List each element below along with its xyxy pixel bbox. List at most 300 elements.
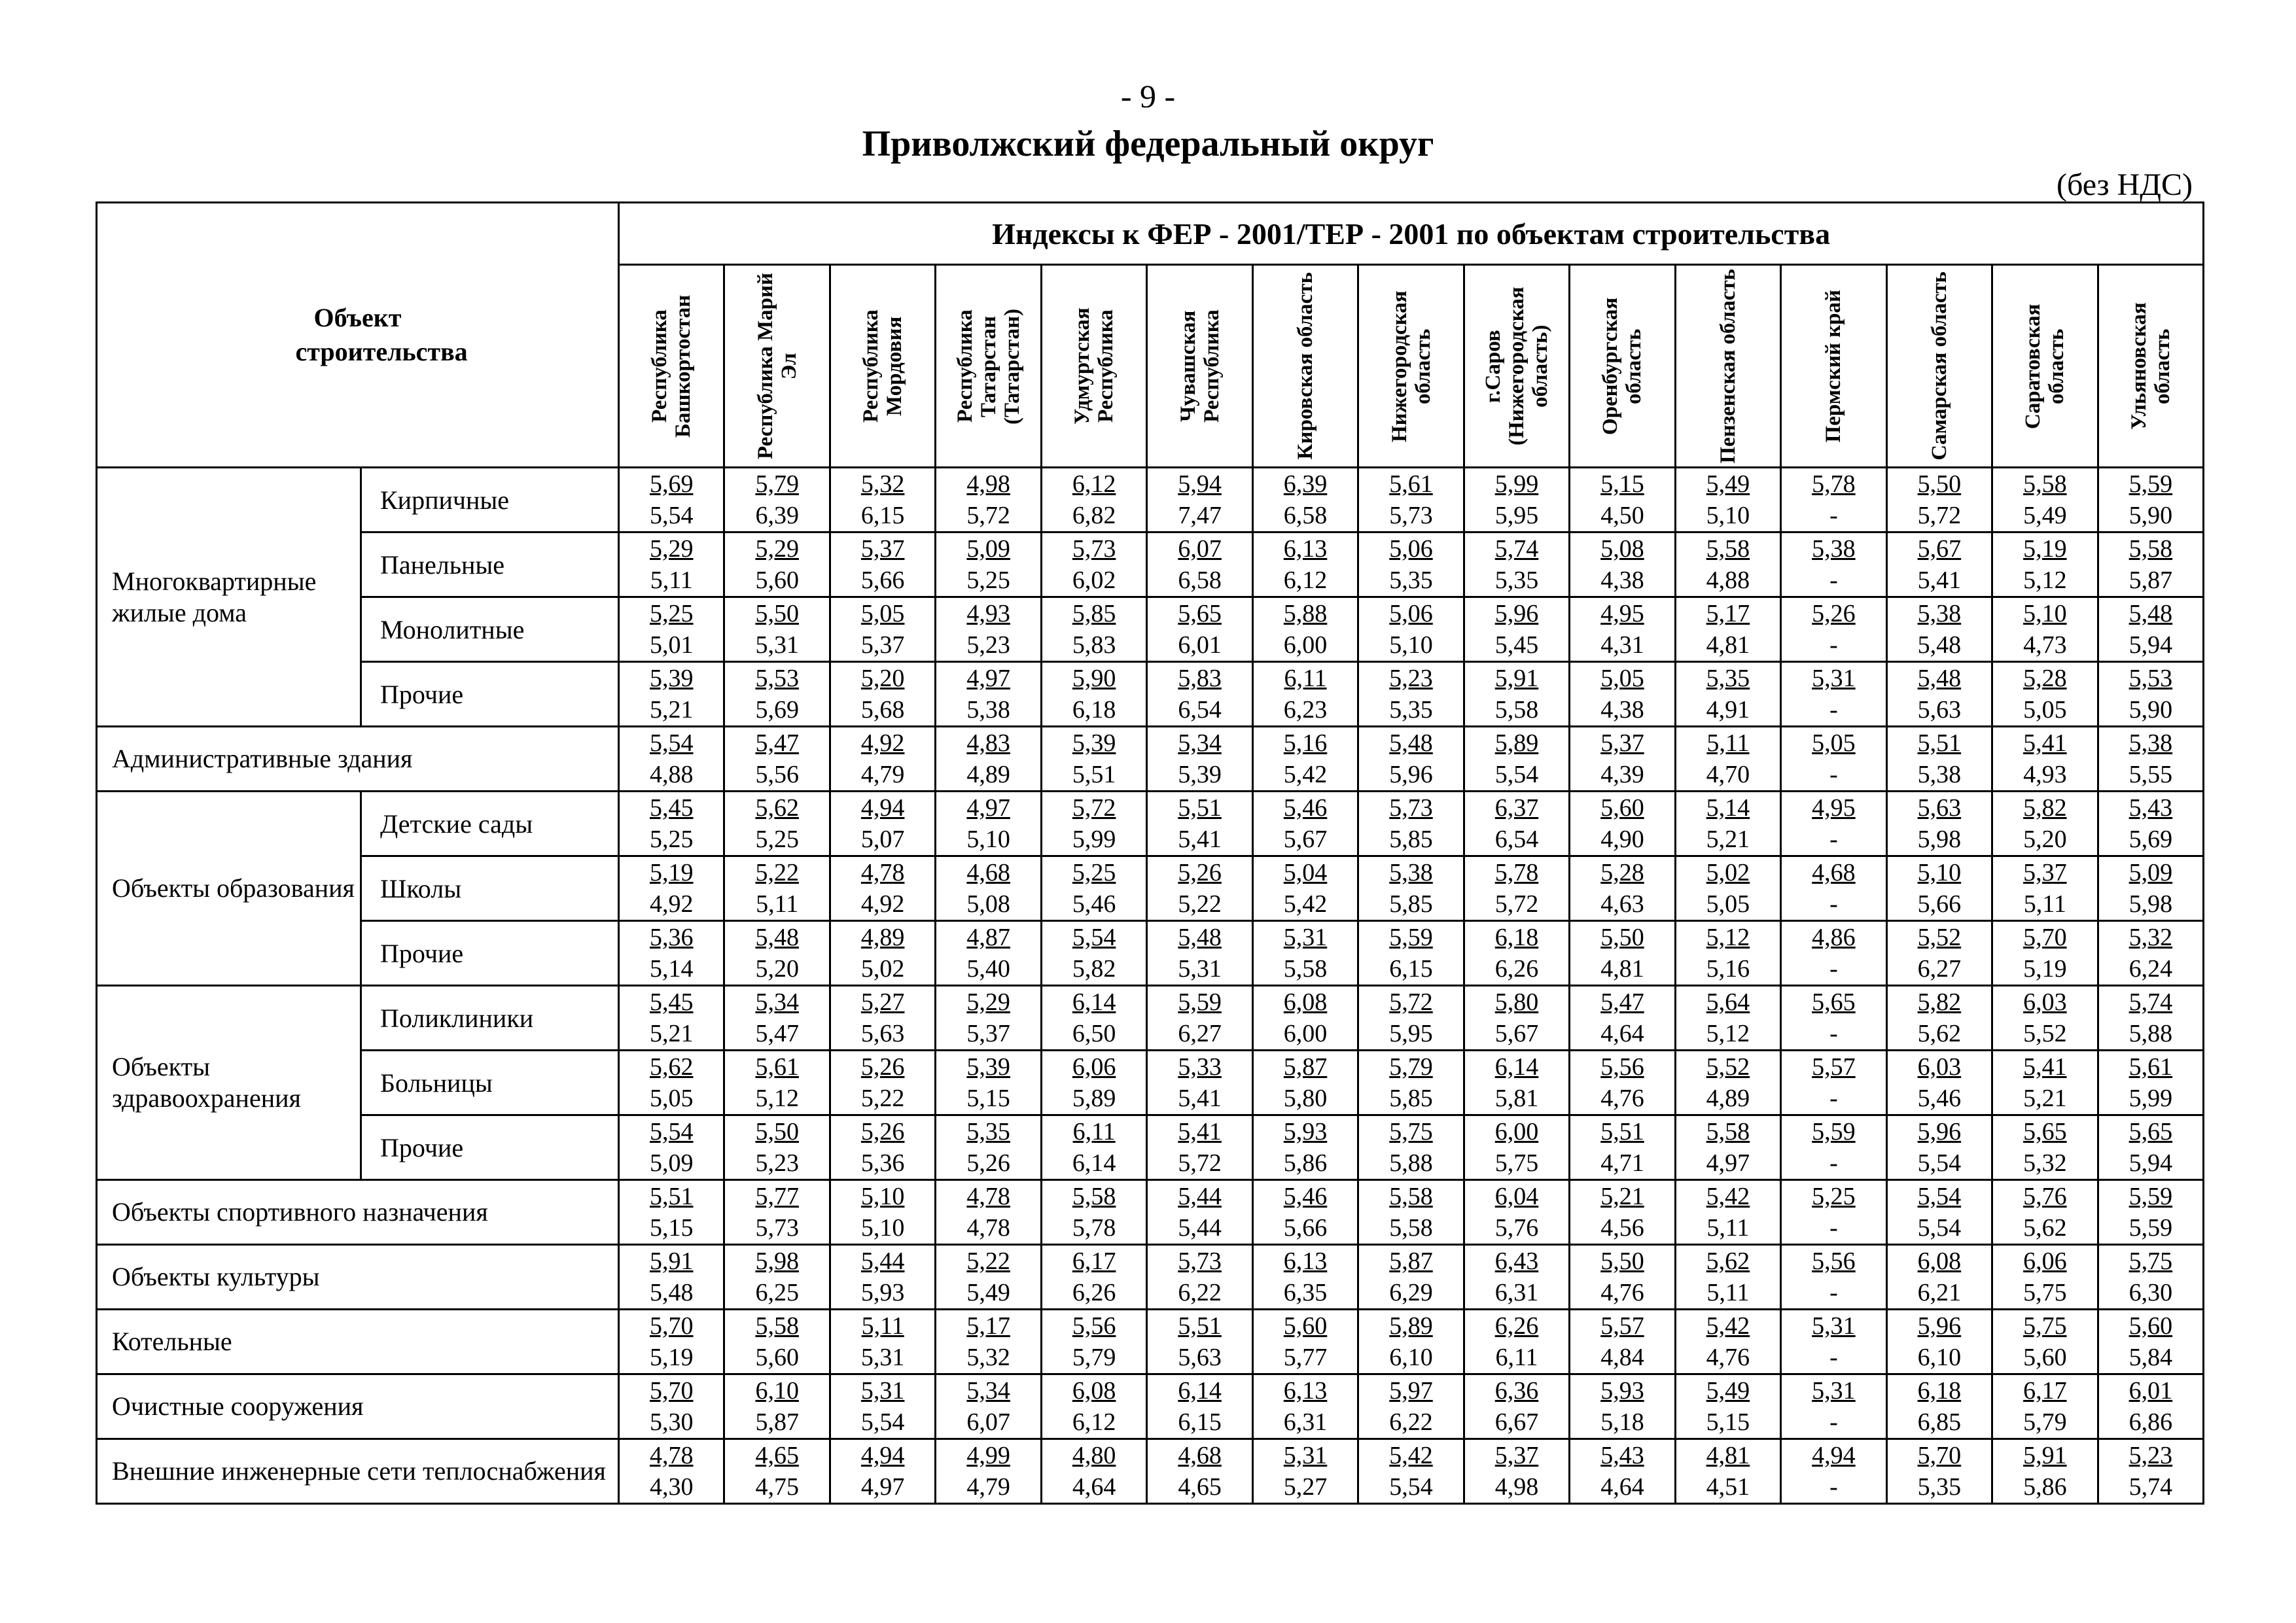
value-cell [1252,532,1358,597]
index-fer-value: 5,37 [1600,729,1644,757]
value-cell [830,1115,935,1180]
page-title: Приволжский федеральный округ [862,124,1434,164]
value-cell [1041,1115,1146,1180]
index-fer-value: 6,14 [1178,1377,1222,1405]
index-ter-value: 5,15 [1706,1408,1750,1436]
index-fer-value: 5,31 [1812,1312,1856,1340]
value-cell [1041,921,1146,986]
value-cell [1886,921,1992,986]
index-ter-value: 5,99 [1072,826,1116,853]
index-ter-value: 5,60 [755,1344,799,1371]
value-cell [1041,468,1146,532]
index-fer-value: 5,59 [2128,470,2173,498]
index-ter-value: 4,30 [649,1473,694,1501]
index-ter-value: 5,89 [1072,1085,1116,1112]
value-cell [619,1245,724,1310]
value-cell [619,1180,724,1245]
value-cell [1781,921,1886,986]
index-fer-value: 5,61 [2128,1053,2173,1081]
value-cell [1252,792,1358,856]
index-fer-value: 5,12 [1706,924,1750,951]
value-cell [1252,468,1358,532]
index-ter-value: 6,85 [1917,1408,1962,1436]
index-fer-value: 6,13 [1283,1377,1328,1405]
category-cell: Объекты спортивного назначения [97,1180,619,1245]
index-fer-value: 5,58 [2128,535,2173,563]
value-cell [1675,986,1780,1051]
index-fer-value: 6,11 [1072,1118,1116,1145]
index-fer-value: 5,27 [860,988,905,1016]
index-ter-value: 5,25 [966,567,1010,594]
index-ter-value: 5,86 [1283,1149,1328,1177]
index-ter-value: 5,72 [1178,1149,1222,1177]
index-fer-value: 4,65 [755,1442,799,1469]
value-cell [1992,856,2098,921]
region-header [2098,265,2204,468]
value-cell [1675,1310,1780,1374]
index-fer-value: 5,53 [2128,665,2173,692]
index-ter-value: 4,78 [966,1214,1010,1242]
index-ter-value: 5,32 [966,1344,1010,1371]
value-cell [1781,597,1886,662]
value-cell [1464,1310,1569,1374]
index-fer-value: 5,56 [1072,1312,1116,1340]
value-cell [2098,597,2204,662]
value-cell [619,1374,724,1439]
index-fer-value: 5,37 [2023,859,2067,886]
value-cell [1570,1180,1675,1245]
index-ter-value: 5,79 [1072,1344,1116,1371]
value-cell [724,1374,830,1439]
index-fer-value: 5,48 [2128,600,2173,627]
index-fer-value: 6,18 [1917,1377,1962,1405]
value-cell [1147,856,1252,921]
table-row [97,1180,2204,1245]
value-cell [1886,1180,1992,1245]
index-fer-value: 5,38 [2128,729,2173,757]
region-label: Нижегородская область [1387,290,1435,442]
table-row [97,856,2204,921]
index-fer-value: 5,35 [966,1118,1010,1145]
value-cell [1252,856,1358,921]
value-cell [1252,986,1358,1051]
index-fer-value: 5,45 [649,794,694,822]
value-cell [724,1051,830,1115]
index-fer-value: 5,78 [1494,859,1539,886]
index-fer-value: 5,19 [2023,535,2067,563]
index-fer-value: 5,56 [1812,1248,1856,1275]
value-cell [1675,1245,1780,1310]
index-ter-value: 6,15 [1389,955,1433,983]
value-cell [830,1051,935,1115]
value-cell [2098,1051,2204,1115]
index-fer-value: 5,52 [1706,1053,1750,1081]
value-cell [1464,597,1569,662]
index-ter-value: 5,56 [755,761,799,788]
index-fer-value: 5,48 [755,924,799,951]
index-ter-value: 4,64 [1072,1473,1116,1501]
value-cell [936,856,1041,921]
index-ter-value: 4,97 [1706,1149,1750,1177]
index-fer-value: 5,06 [1389,535,1433,563]
index-fer-value: 5,43 [2128,794,2173,822]
value-cell [936,532,1041,597]
index-fer-value: 5,91 [1494,665,1539,692]
region-label: г.Саров (Нижегородская область) [1481,287,1552,445]
index-fer-value: 5,45 [649,988,694,1016]
index-fer-value: 5,80 [1494,988,1539,1016]
index-fer-value: 5,31 [1812,1377,1856,1405]
index-fer-value: 5,59 [1812,1118,1856,1145]
index-ter-value: - [1829,502,1838,529]
value-cell [2098,986,2204,1051]
value-cell [1041,1439,1146,1504]
index-ter-value: 5,83 [1072,631,1116,659]
index-ter-value: 6,30 [2128,1279,2173,1306]
region-header [1570,265,1675,468]
index-fer-value: 5,50 [755,600,799,627]
value-cell [1147,1439,1252,1504]
value-cell [1041,662,1146,727]
value-cell [1675,1180,1780,1245]
region-label: Оренбургская область [1598,297,1646,435]
index-fer-value: 5,58 [2023,470,2067,498]
value-cell [724,856,830,921]
index-fer-value: 6,12 [1072,470,1116,498]
index-ter-value: 5,94 [2128,631,2173,659]
index-ter-value: 5,72 [1494,890,1539,918]
value-cell [1886,792,1992,856]
index-fer-value: 5,51 [649,1183,694,1210]
index-ter-value: 5,94 [2128,1149,2173,1177]
index-ter-value: 5,49 [966,1279,1010,1306]
index-fer-value: 5,96 [1494,600,1539,627]
index-fer-value: 5,25 [1072,859,1116,886]
value-cell [1886,1245,1992,1310]
value-cell [936,1115,1041,1180]
value-cell [1992,662,2098,727]
index-ter-value: 5,82 [1072,955,1116,983]
index-ter-value: 5,38 [1917,761,1962,788]
index-fer-value: 5,65 [1178,600,1222,627]
index-ter-value: 5,52 [2023,1020,2067,1047]
index-ter-value: 5,84 [2128,1344,2173,1371]
index-ter-value: 6,25 [755,1279,799,1306]
value-cell [1781,1115,1886,1180]
value-cell [1886,1439,1992,1504]
table-row [97,1310,2204,1374]
index-ter-value: 6,00 [1283,1020,1328,1047]
value-cell [724,1245,830,1310]
value-cell [1781,1245,1886,1310]
value-cell [1992,1439,2098,1504]
value-cell [1781,468,1886,532]
value-cell [830,1439,935,1504]
index-fer-value: 5,51 [1178,794,1222,822]
index-ter-value: 6,86 [2128,1408,2173,1436]
value-cell [1675,1115,1780,1180]
value-cell [1252,727,1358,792]
value-cell [1570,921,1675,986]
value-cell [1464,1245,1569,1310]
value-cell [1675,921,1780,986]
index-ter-value: - [1829,696,1838,724]
index-fer-value: 5,39 [649,665,694,692]
region-header [1992,265,2098,468]
region-label: Удмуртская Республика [1070,307,1118,425]
index-fer-value: 5,70 [649,1377,694,1405]
index-ter-value: 6,27 [1917,955,1962,983]
index-fer-value: 5,29 [966,988,1010,1016]
index-ter-value: 5,25 [755,826,799,853]
value-cell [1252,1180,1358,1245]
index-ter-value: 5,86 [2023,1473,2067,1501]
index-ter-value: - [1829,1085,1838,1112]
index-ter-value: 5,74 [2128,1473,2173,1501]
index-ter-value: 5,59 [2128,1214,2173,1242]
index-ter-value: 5,80 [1283,1085,1328,1112]
index-ter-value: 5,58 [1389,1214,1433,1242]
value-cell [1992,727,2098,792]
index-ter-value: 5,54 [649,502,694,529]
index-ter-value: 6,58 [1178,567,1222,594]
value-cell [1781,662,1886,727]
index-ter-value: 4,92 [860,890,905,918]
index-ter-value: 5,95 [1494,502,1539,529]
index-fer-value: 5,36 [649,924,694,951]
index-ter-value: 6,26 [1494,955,1539,983]
index-ter-value: 5,10 [966,826,1010,853]
index-fer-value: 5,76 [2023,1183,2067,1210]
index-fer-value: 5,75 [1389,1118,1433,1145]
index-fer-value: 5,25 [649,600,694,627]
table-row [97,1439,2204,1504]
value-cell [2098,921,2204,986]
value-cell [1570,1310,1675,1374]
value-cell [724,921,830,986]
index-fer-value: 5,26 [860,1053,905,1081]
index-ter-value: 5,37 [860,631,905,659]
value-cell [1358,532,1464,597]
table-row [97,662,2204,727]
table-row [97,986,2204,1051]
value-cell [2098,1439,2204,1504]
index-fer-value: 5,61 [1389,470,1433,498]
value-cell [830,468,935,532]
value-cell [1464,1439,1569,1504]
index-fer-value: 4,86 [1812,924,1856,951]
index-fer-value: 5,97 [1389,1377,1433,1405]
index-ter-value: 4,97 [860,1473,905,1501]
value-cell [1992,1115,2098,1180]
index-ter-value: 5,68 [860,696,905,724]
value-cell [1358,856,1464,921]
index-fer-value: 5,34 [966,1377,1010,1405]
index-ter-value: 4,76 [1706,1344,1750,1371]
index-fer-value: 5,65 [1812,988,1856,1016]
index-fer-value: 6,39 [1283,470,1328,498]
value-cell [1886,1310,1992,1374]
index-fer-value: 5,05 [860,600,905,627]
index-ter-value: 5,99 [2128,1085,2173,1112]
value-cell [1675,597,1780,662]
value-cell [619,468,724,532]
value-cell [1041,792,1146,856]
value-cell [619,856,724,921]
value-cell [1358,921,1464,986]
value-cell [1886,1051,1992,1115]
index-fer-value: 5,96 [1917,1118,1962,1145]
index-ter-value: 5,05 [1706,890,1750,918]
index-fer-value: 5,16 [1283,729,1328,757]
value-cell [1570,856,1675,921]
subcategory-cell: Панельные [361,532,619,597]
region-label: Чувашская Республика [1176,309,1224,423]
group-header: Индексы к ФЕР - 2001/ТЕР - 2001 по объектам строительства [619,203,2204,265]
region-label: Республика Башкортостан [648,294,696,438]
index-fer-value: 4,81 [1706,1442,1750,1469]
index-fer-value: 6,03 [1917,1053,1962,1081]
table-row [97,921,2204,986]
index-fer-value: 5,08 [1600,535,1644,563]
index-ter-value: 5,44 [1178,1214,1222,1242]
index-fer-value: 5,09 [2128,859,2173,886]
index-fer-value: 5,34 [1178,729,1222,757]
index-ter-value: 5,21 [649,696,694,724]
index-ter-value: 5,72 [966,502,1010,529]
index-ter-value: 5,63 [860,1020,905,1047]
index-fer-value: 5,59 [1178,988,1222,1016]
index-fer-value: 5,77 [755,1183,799,1210]
index-ter-value: 4,81 [1600,955,1644,983]
index-fer-value: 5,94 [1178,470,1222,498]
value-cell [724,986,830,1051]
index-fer-value: 5,48 [1389,729,1433,757]
index-fer-value: 5,42 [1706,1183,1750,1210]
value-cell [1570,986,1675,1051]
index-fer-value: 4,97 [966,665,1010,692]
table-row [97,1051,2204,1115]
index-ter-value: 5,20 [755,955,799,983]
index-ter-value: 5,18 [1600,1408,1644,1436]
index-ter-value: 5,51 [1072,761,1116,788]
index-ter-value: 5,49 [2023,502,2067,529]
index-ter-value: 4,76 [1600,1085,1644,1112]
value-cell [936,468,1041,532]
region-label: Саратовская область [2021,303,2069,429]
index-fer-value: 5,90 [1072,665,1116,692]
value-cell [936,662,1041,727]
index-fer-value: 5,38 [1389,859,1433,886]
index-fer-value: 6,04 [1494,1183,1539,1210]
value-cell [936,1310,1041,1374]
index-ter-value: 5,23 [755,1149,799,1177]
index-ter-value: 5,90 [2128,502,2173,529]
value-cell [1570,468,1675,532]
index-fer-value: 5,64 [1706,988,1750,1016]
value-cell [1886,856,1992,921]
index-ter-value: 5,37 [966,1020,1010,1047]
value-cell [1992,1374,2098,1439]
value-cell [2098,662,2204,727]
value-cell [619,986,724,1051]
value-cell [1147,1051,1252,1115]
index-ter-value: 5,75 [1494,1149,1539,1177]
index-fer-value: 5,43 [1600,1442,1644,1469]
value-cell [2098,1310,2204,1374]
value-cell [1464,1374,1569,1439]
index-ter-value: 5,76 [1494,1214,1539,1242]
index-ter-value: 4,79 [966,1473,1010,1501]
index-ter-value: 5,72 [1917,502,1962,529]
index-fer-value: 5,73 [1178,1248,1222,1275]
index-fer-value: 5,28 [1600,859,1644,886]
index-fer-value: 5,58 [1389,1183,1433,1210]
value-cell [724,597,830,662]
index-fer-value: 5,37 [860,535,905,563]
index-ter-value: 5,26 [966,1149,1010,1177]
index-ter-value: 5,66 [1917,890,1962,918]
index-ter-value: 5,96 [1389,761,1433,788]
region-header [830,265,935,468]
index-fer-value: 5,72 [1072,794,1116,822]
index-fer-value: 5,54 [649,1118,694,1145]
index-ter-value: 4,64 [1600,1020,1644,1047]
region-header [1886,265,1992,468]
index-ter-value: 5,35 [1389,567,1433,594]
value-cell [619,1115,724,1180]
index-ter-value: 4,38 [1600,567,1644,594]
index-fer-value: 5,62 [1706,1248,1750,1275]
index-ter-value: 5,27 [1283,1473,1328,1501]
index-fer-value: 5,05 [1812,729,1856,757]
index-ter-value: - [1829,1149,1838,1177]
value-cell [936,1439,1041,1504]
value-cell [1464,921,1569,986]
index-ter-value: 5,73 [1389,502,1433,529]
index-ter-value: 5,38 [966,696,1010,724]
value-cell [1992,1180,2098,1245]
index-fer-value: 5,70 [2023,924,2067,951]
value-cell [2098,532,2204,597]
index-ter-value: 5,15 [966,1085,1010,1112]
value-cell [1992,597,2098,662]
value-cell [936,1374,1041,1439]
index-fer-value: 5,58 [755,1312,799,1340]
value-cell [1570,1115,1675,1180]
index-fer-value: 5,57 [1812,1053,1856,1081]
index-fer-value: 5,78 [1812,470,1856,498]
index-ter-value: 4,89 [966,761,1010,788]
index-ter-value: - [1829,1020,1838,1047]
index-fer-value: 5,22 [755,859,799,886]
value-cell [1147,1180,1252,1245]
index-fer-value: 5,46 [1283,1183,1328,1210]
value-cell [1464,1180,1569,1245]
index-fer-value: 5,50 [1917,470,1962,498]
index-ter-value: 5,22 [1178,890,1222,918]
index-ter-value: 4,63 [1600,890,1644,918]
value-cell [1147,468,1252,532]
index-fer-value: 5,10 [1917,859,1962,886]
index-ter-value: - [1829,1473,1838,1501]
value-cell [830,986,935,1051]
value-cell [1886,468,1992,532]
value-cell [724,1115,830,1180]
value-cell [1252,1310,1358,1374]
index-fer-value: 5,32 [2128,924,2173,951]
index-ter-value: 6,11 [1495,1344,1538,1371]
